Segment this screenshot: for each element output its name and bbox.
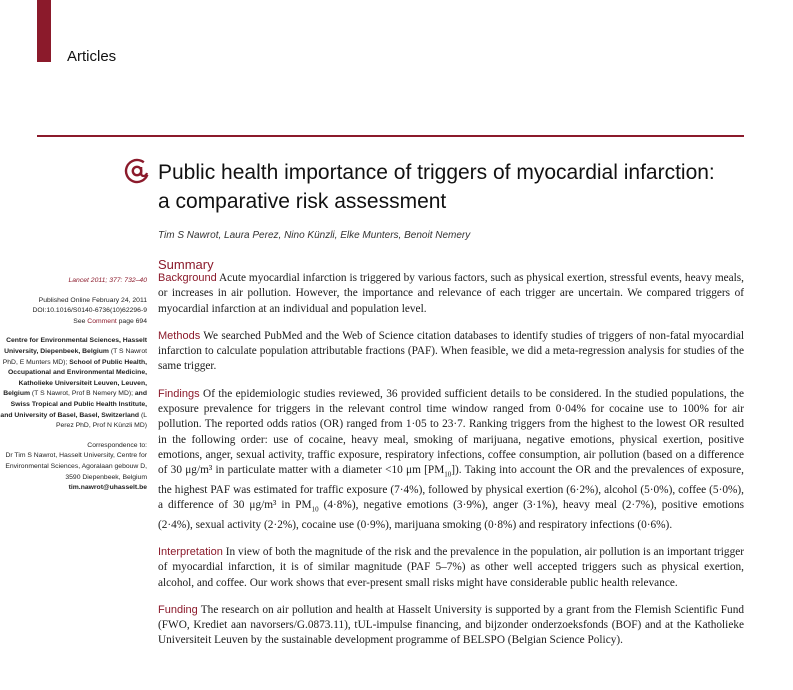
email-link[interactable]: tim.nawrot@uhasselt.be: [68, 484, 147, 492]
published-info: Published Online February 24, 2011: [38, 296, 147, 304]
comment-link[interactable]: Comment: [87, 317, 117, 325]
background-paragraph: Background Acute myocardial infarction is triggered by various factors, such as physical exertion, stressful events, heavy meals, or increases in air pollution. However, the importance and relevance of each trigger are uncertain. We compared triggers of myocardial infarction at an individual and population level.: [158, 272, 744, 315]
header-rule: [37, 135, 744, 137]
header-accent-bar: [37, 0, 51, 62]
findings-paragraph: Findings Of the epidemiologic studies reviewed, 36 provided sufficient details to be considered. In the studied populations, the exposure prevalence for triggers in the relevant control time window ranged from 0·04% for cocaine use to 100% for air pollution. The reported odds ratios (OR) ranged from 1·05 to 23·7. Ranking triggers from the highest to the lowest OR resulted in the following order: use of cocaine, heavy meal, smoking of marijuana, negative emotions, physical exertion, positive emotions, anger, sexual activity, traffic exposure, respiratory infections, coffee consumption, air pollution (based on a difference of 30 μg/m³ in particulate matter with a diameter <10 μm $[PM_{10}]$). Taking into account the OR and the prevalences of exposure, the highest PAF was estimated for traffic exposure (7·4%), followed by physical exertion (6·2%), alcohol (5·0%), coffee (5·0%), a difference of 30 μg/m³ in $PM_{10}$ (4·8%), negative emotions (3·9%), anger (3·1%), heavy meal (2·7%), positive emotions (2·4%), sexual activity (2·2%), cocaine use (0·9%), marijuana smoking (0·8%) and respiratory infections (0·6%).: [158, 387, 744, 531]
correspondence-label: Correspondence to:: [87, 441, 147, 449]
summary-heading: Summary: [158, 257, 214, 272]
article-sidebar: [0, 276, 147, 494]
author-list: Tim S Nawrot, Laura Perez, Nino Künzli, Elke Munters, Benoit Nemery: [158, 230, 471, 241]
methods-paragraph: Methods We searched PubMed and the Web of Science citation databases to identify studies of triggers of non-fatal myocardial infarction to calculate population attributable fractions (PAF). When feasible, we did a meta-regression analysis for studies of the same trigger.: [158, 329, 744, 373]
web-at-icon: [124, 158, 150, 184]
citation: Lancet 2011; 377: 732–40: [68, 277, 147, 284]
abstract: [158, 271, 744, 661]
correspondence-body: Dr Tim S Nawrot, Hasselt University, Centre for Environmental Sciences, Agoralaan gebouw D, 3590 Diepenbeek, Belgium: [5, 452, 147, 481]
doi[interactable]: DOI:10.1016/S0140-6736(10)62296-9: [32, 307, 147, 315]
affiliations: Centre for Environmental Sciences, Hasselt University, Diepenbeek, Belgium (T S Nawrot PhD, E Munters MD); School of Public Health, Occupational and Environmental Medicine, Katholieke Universiteit Leuven, Leuven, Belgium (T S Nawrot, Prof B Nemery MD); and Swiss Tropical and Public Health Institute, and University of Basel, Basel, Switzerland (L Perez PhD, Prof N Künzli MD): [0, 337, 147, 430]
interpretation-paragraph: Interpretation In view of both the magnitude of the risk and the prevalence in the population, air pollution is an important trigger of myocardial infarction, it is of similar magnitude (PAF 5–7%) as other well accepted triggers such as physical exertion, alcohol, and coffee. Our work shows that ever-present small risks might have considerable public health relevance.: [158, 545, 744, 589]
section-label: Articles: [67, 48, 117, 65]
article-title: Public health importance of triggers of myocardial infarction: a comparative risk assessment: [158, 161, 715, 213]
see-comment: See Comment page 694: [73, 317, 147, 325]
funding-paragraph: Funding The research on air pollution and health at Hasselt University is supported by a grant from the Flemish Scientific Fund (FWO, Krediet aan navorsers/G.0873.11), tUL-impulse financing, and bijzonder onderzoeksfonds (BOF) and at the Katholieke Universiteit Leuven by the sustainable development programme of BELSPO (Belgian Science Policy).: [158, 603, 744, 647]
